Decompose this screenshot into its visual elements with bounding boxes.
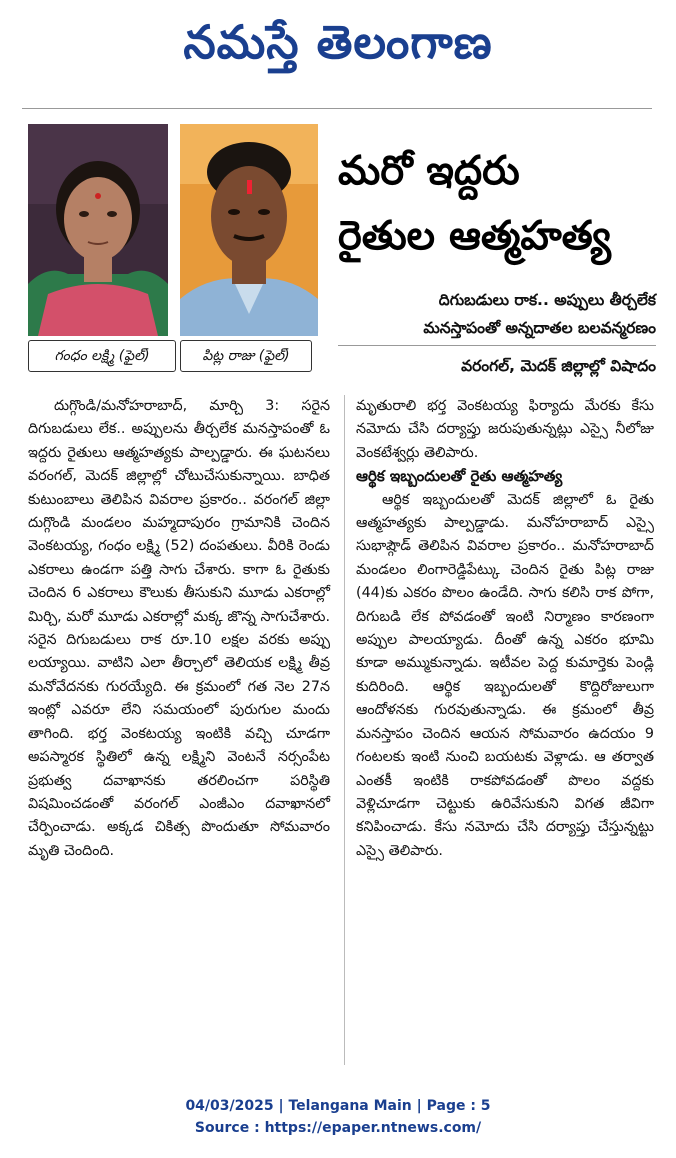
article-right-intro: మృతురాలి భర్త వెంకటయ్య ఫిర్యాదు మేరకు కేసు నమోదు చేసి దర్యాప్తు జరుపుతున్నట్లు ఎస్సై నీలోజు వెంకటేశ్వర్లు తెలిపారు.: [356, 398, 654, 461]
photo-caption-raju: పిట్ల రాజు (ఫైల్): [180, 340, 312, 372]
deck-line1: దిగుబడులు రాక.. అప్పులు తీర్చలేక: [438, 291, 656, 309]
headline-line2: రైతుల ఆత్మహత్య: [338, 213, 611, 259]
photo-caption-lakshmi: గంధం లక్ష్మి (ఫైల్): [28, 340, 176, 372]
article-left-text: దుగ్గొండి/మనోహరాబాద్, మార్చి 3: సరైన దిగుబడులు లేక.. అప్పులను తీర్చలేక మనస్తాపంతో ఓ ఇద్దరు రైతులు ఆత్మహత్యకు పాల్పడ్డారు. ఈ ఘటనలు వరంగల్, మెదక్ జిల్లాల్లో చోటుచేసుకున్నాయి. బాధిత కుటుంబాలు తెలిపిన వివరాల ప్రకారం.. వరంగల్ జిల్లా దుగ్గొండి మండలం మహ్మదాపురం గ్రామానికి చెందిన వెంకటయ్య, గంధం లక్ష్మి (52) దంపతులు. వీరికి రెండు ఎకరాలు ఉండగా పత్తి సాగు చేశారు. కాగా ఓ రైతుకు చెందిన 6 ఎకరాలు కౌలుకు తీసుకుని మూడు ఎకరాల్లో మిర్చి, మరో మూడు ఎకరాల్లో మక్క జొన్న సాగుచేశారు. సరైన దిగుబడులు రాక రూ.10 లక్షల వరకు అప్పు లయ్యాయి. వాటిని ఎలా తీర్చాలో తెలియక లక్ష్మి తీవ్ర మనోవేదనకు గురయ్యేది. ఈ క్రమంలో గత నెల 27న ఇంట్లో ఎవరూ లేని సమయంలో పురుగుల మందు తాగింది. భర్త వెంకటయ్య ఇంటికి వచ్చి చూడగా అపస్మారక స్థితిలో ఉన్న లక్ష్మిని వెంటనే నర్సంపేట ప్రభుత్వ దవాఖానకు తరలించగా పరిస్థితి విషమించడంతో వరంగల్ ఎంజీఎం దవాఖానలో చేర్పించాడు. అక్కడ చికిత్స పొందుతూ సోమవారం మృతి చెందింది.: [28, 398, 330, 859]
masthead-divider: [22, 108, 652, 109]
footer-source-link[interactable]: Source : https://epaper.ntnews.com/: [194, 1120, 482, 1136]
headline-line1: మరో ఇద్దరు: [338, 148, 520, 194]
deck-divider: [338, 345, 656, 346]
deck-line3: వరంగల్, మెదక్ జిల్లాల్లో విషాదం: [461, 357, 656, 375]
article-right-text: ఆర్థిక ఇబ్బందులతో మెదక్ జిల్లాలో ఓ రైతు ఆత్మహత్యకు పాల్పడ్డాడు. మనోహరాబాద్ ఎస్సై సుభాష్గౌడ్ తెలిపిన వివరాల ప్రకారం.. మనోహరాబాద్ మండలం లింగారెడ్డిపేట్కు చెందిన రైతు పిట్ల రాజు (44)కు ఎకరం పొలం ఉండేది. సాగు కలిసి రాక పోగా, దిగుబడి లేక పోవడంతో ఇంటి నిర్మాణం కారణంగా అప్పుల పాలయ్యాడు. దీంతో ఉన్న ఎకరం భూమి కూడా అమ్ముకున్నాడు. ఇటీవల పెద్ద కుమార్తెకు పెండ్లి కుదిరింది. ఆర్థిక ఇబ్బందులతో కొద్దిరోజులుగా ఆందోళనకు గురవుతున్నాడు. ఈ క్రమంలో తీవ్ర మనస్తాపం చెందిన ఆయన సోమవారం ఉదయం 9 గంటలకు ఇంటి నుంచి బయటకు వెళ్లాడు. ఆ తర్వాత ఎంతకీ ఇంటికి రాకపోవడంతో పొలం వద్దకు వెళ్లిచూడగా చెట్టుకు ఉరివేసుకుని విగత జీవిగా కనిపించాడు. కేసు నమోదు చేసి దర్యాప్తు చేస్తున్నట్టు ఎస్సై తెలిపారు.: [356, 491, 654, 859]
deck-line2: మనస్తాపంతో అన్నదాతల బలవన్మరణం: [423, 319, 656, 337]
footer-date-edition: 04/03/2025 | Telangana Main | Page : 5: [185, 1098, 491, 1114]
article-right-column: [356, 395, 654, 863]
photo-pitla-raju: [180, 124, 318, 336]
column-divider: [344, 395, 345, 1065]
masthead-logo: నమస్తే తెలంగాణ: [183, 15, 493, 69]
article-subhead: ఆర్థిక ఇబ్బందులతో రైతు ఆత్మహత్య: [356, 467, 563, 486]
photo-gandham-lakshmi: [28, 124, 168, 336]
article-left-column: [28, 395, 330, 863]
